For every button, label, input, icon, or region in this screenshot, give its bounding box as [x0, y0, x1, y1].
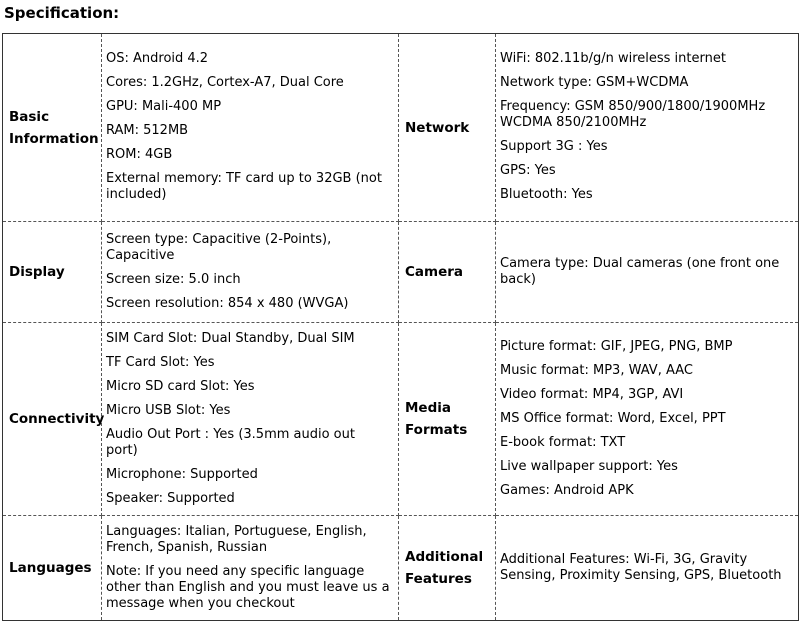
spec-item: Camera type: Dual cameras (one front one back) [500, 255, 780, 287]
table-row [3, 323, 799, 516]
spec-value-cell [102, 516, 399, 621]
spec-item: Micro USB Slot: Yes [106, 402, 231, 418]
spec-item: Note: If you need any specific language other than English and you must leave us a message when you checkout [106, 563, 390, 611]
category-label: Camera [399, 222, 496, 323]
spec-item: Games: Android APK [500, 482, 634, 498]
spec-item: Music format: MP3, WAV, AAC [500, 362, 693, 378]
spec-value-cell [102, 323, 399, 516]
spec-item: TF Card Slot: Yes [106, 354, 215, 370]
spec-item: Picture format: GIF, JPEG, PNG, BMP [500, 338, 733, 354]
category-label: Languages [3, 516, 102, 621]
spec-item: E-book format: TXT [500, 434, 626, 450]
spec-value-cell [496, 222, 799, 323]
spec-item: Frequency: GSM 850/900/1800/1900MHz WCDMA 850/2100MHz [500, 99, 766, 130]
spec-value-cell [102, 222, 399, 323]
spec-item: SIM Card Slot: Dual Standby, Dual SIM [106, 330, 355, 346]
spec-item: ROM: 4GB [106, 147, 173, 162]
spec-item: Cores: 1.2GHz, Cortex-A7, Dual Core [106, 75, 344, 90]
spec-value-cell [496, 34, 799, 222]
spec-item: Screen type: Capacitive (2-Points), Capacitive [106, 231, 332, 263]
spec-item: WiFi: 802.11b/g/n wireless internet [500, 51, 726, 66]
spec-item: OS: Android 4.2 [106, 51, 209, 66]
spec-item: Languages: Italian, Portuguese, English, French, Spanish, Russian [106, 523, 367, 555]
category-label: Network [399, 34, 496, 222]
spec-item: Network type: GSM+WCDMA [500, 75, 689, 90]
spec-item: Screen size: 5.0 inch [106, 271, 241, 287]
spec-item: Speaker: Supported [106, 490, 235, 506]
spec-item: External memory: TF card up to 32GB (not included) [106, 171, 382, 202]
spec-value-cell [496, 516, 799, 621]
spec-item: RAM: 512MB [106, 123, 189, 138]
spec-table [2, 33, 799, 621]
table-row [3, 222, 799, 323]
spec-item: MS Office format: Word, Excel, PPT [500, 410, 726, 426]
spec-value-cell [102, 34, 399, 222]
spec-item: Bluetooth: Yes [500, 187, 593, 202]
spec-item: Support 3G : Yes [500, 139, 608, 154]
category-label: Additional Features [399, 516, 496, 621]
table-row [3, 34, 799, 222]
spec-item: GPS: Yes [500, 163, 556, 178]
category-label: Basic Information [3, 34, 102, 222]
spec-item: Microphone: Supported [106, 466, 258, 482]
spec-item: Micro SD card Slot: Yes [106, 378, 255, 394]
spec-item: Audio Out Port : Yes (3.5mm audio out port) [106, 426, 355, 458]
spec-item: Video format: MP4, 3GP, AVI [500, 386, 684, 402]
spec-item: Live wallpaper support: Yes [500, 458, 678, 474]
category-label: Display [3, 222, 102, 323]
spec-item: Additional Features: Wi-Fi, 3G, Gravity Sensing, Proximity Sensing, GPS, Bluetooth [500, 551, 782, 583]
spec-item: GPU: Mali-400 MP [106, 99, 222, 114]
page-title: Specification: [4, 4, 120, 22]
table-row [3, 516, 799, 621]
spec-value-cell [496, 323, 799, 516]
category-label: Connectivity [3, 323, 102, 516]
spec-item: Screen resolution: 854 x 480 (WVGA) [106, 295, 349, 311]
category-label: Media Formats [399, 323, 496, 516]
